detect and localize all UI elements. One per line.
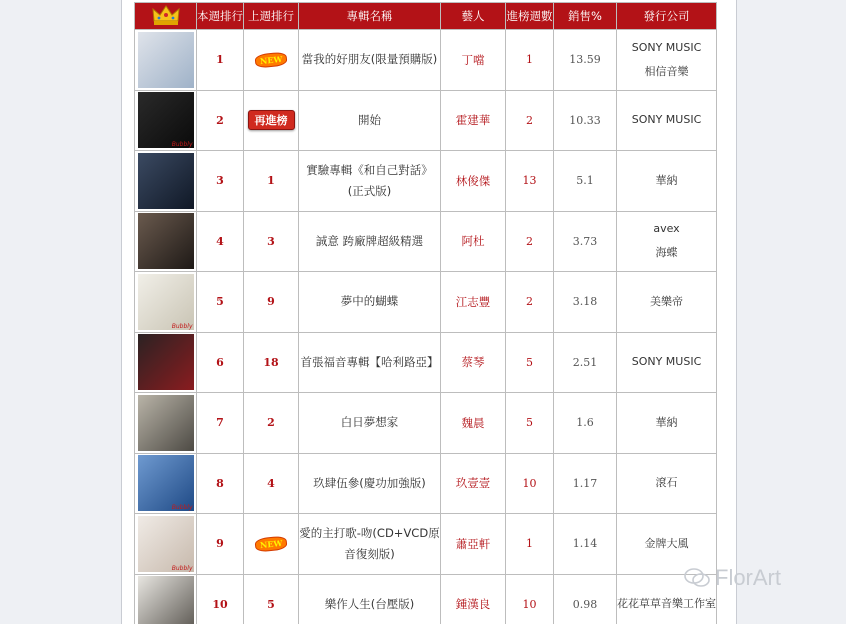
album-cover-cell [135, 30, 197, 91]
album-cover-cell [135, 151, 197, 212]
sales-percent: 5.1 [554, 151, 617, 212]
record-label [617, 90, 717, 151]
rank-this-week: 7 [197, 393, 244, 454]
record-label [617, 151, 717, 212]
weeks-on-chart: 5 [506, 393, 554, 454]
album-name[interactable]: 夢中的蝴蝶 [299, 272, 441, 333]
weeks-on-chart: 2 [506, 211, 554, 272]
crown-icon [151, 4, 181, 26]
record-label-primary: 美樂帝 [650, 294, 683, 308]
artist-name[interactable]: 霍建華 [441, 90, 506, 151]
cover-tag: Bubbly [171, 564, 193, 572]
record-label-primary: 華納 [655, 415, 678, 429]
weeks-on-chart: 13 [506, 151, 554, 212]
table-row [135, 453, 717, 514]
album-name[interactable]: 開始 [299, 90, 441, 151]
new-badge: NEW [254, 51, 288, 68]
sales-percent: 3.18 [554, 272, 617, 333]
album-cover-cell [135, 272, 197, 333]
sales-percent: 13.59 [554, 30, 617, 91]
album-name[interactable]: 實驗專輯《和自己對話》(正式版) [299, 151, 441, 212]
album-cover-cell [135, 332, 197, 393]
weeks-on-chart: 1 [506, 514, 554, 575]
album-name[interactable]: 誠意 跨廠牌超級精選 [299, 211, 441, 272]
weeks-on-chart: 2 [506, 272, 554, 333]
album-cover-cell [135, 90, 197, 151]
table-row [135, 211, 717, 272]
album-name[interactable]: 玖肆伍參(慶功加強版) [299, 453, 441, 514]
record-label-primary: SONY MUSIC [631, 40, 702, 54]
album-cover-image[interactable] [138, 516, 194, 572]
artist-name[interactable]: 丁噹 [441, 30, 506, 91]
weeks-on-chart: 5 [506, 332, 554, 393]
record-label-primary: 金牌大風 [644, 536, 689, 550]
record-label-primary: avex [653, 222, 680, 236]
table-row [135, 151, 717, 212]
album-name[interactable]: 樂作人生(台壓版) [299, 574, 441, 624]
cover-tag: Bubbly [171, 504, 193, 512]
album-cover-image[interactable] [138, 576, 194, 624]
record-label [617, 30, 717, 91]
artist-name[interactable]: 蔡琴 [441, 332, 506, 393]
table-row [135, 514, 717, 575]
table-row [135, 393, 717, 454]
sales-percent: 2.51 [554, 332, 617, 393]
album-name[interactable]: 當我的好朋友(限量預購版) [299, 30, 441, 91]
album-name[interactable]: 愛的主打歌-吻(CD+VCD原音復刻版) [299, 514, 441, 575]
cover-tag: Bubbly [171, 141, 193, 149]
header-last-week: 上週排行 [244, 3, 299, 30]
record-label [617, 211, 717, 272]
rank-last-week: 3 [244, 211, 299, 272]
header-sales: 銷售% [554, 3, 617, 30]
crown-header-cell [135, 3, 197, 30]
sales-percent: 1.6 [554, 393, 617, 454]
rank-this-week: 5 [197, 272, 244, 333]
record-label-secondary: 海蝶 [655, 246, 678, 260]
rank-last-week: 4 [244, 453, 299, 514]
artist-name[interactable]: 阿杜 [441, 211, 506, 272]
new-badge: NEW [254, 535, 288, 552]
album-cover-image[interactable] [138, 334, 194, 390]
sales-percent: 0.98 [554, 574, 617, 624]
re-entry-badge: 再進榜 [248, 110, 295, 130]
header-label: 發行公司 [617, 3, 717, 30]
rank-this-week: 9 [197, 514, 244, 575]
weeks-on-chart: 10 [506, 574, 554, 624]
rank-last-week: 18 [244, 332, 299, 393]
watermark-text: FlorArt [715, 565, 781, 590]
album-cover-image[interactable] [138, 153, 194, 209]
record-label [617, 332, 717, 393]
rank-this-week: 3 [197, 151, 244, 212]
record-label-primary: SONY MUSIC [631, 113, 702, 127]
record-label-primary: 滾石 [655, 476, 678, 490]
album-cover-image[interactable] [138, 395, 194, 451]
artist-name[interactable]: 魏晨 [441, 393, 506, 454]
table-row [135, 90, 717, 151]
album-name[interactable]: 白日夢想家 [299, 393, 441, 454]
artist-name[interactable]: 蕭亞軒 [441, 514, 506, 575]
header-album: 專輯名稱 [299, 3, 441, 30]
artist-name[interactable]: 玖壹壹 [441, 453, 506, 514]
record-label [617, 393, 717, 454]
record-label [617, 272, 717, 333]
album-cover-image[interactable] [138, 213, 194, 269]
album-cover-image[interactable] [138, 274, 194, 330]
rank-last-week: 2 [244, 393, 299, 454]
table-row [135, 332, 717, 393]
album-cover-cell [135, 453, 197, 514]
table-row [135, 30, 717, 91]
table-row [135, 272, 717, 333]
album-cover-image[interactable] [138, 32, 194, 88]
wechat-icon [683, 567, 711, 589]
record-label-primary: 華納 [655, 173, 678, 187]
artist-name[interactable]: 林俊傑 [441, 151, 506, 212]
album-cover-image[interactable] [138, 455, 194, 511]
cover-tag: Bubbly [171, 322, 193, 330]
watermark [683, 565, 781, 591]
sales-percent: 1.17 [554, 453, 617, 514]
rank-this-week: 10 [197, 574, 244, 624]
album-cover-cell [135, 211, 197, 272]
record-label-secondary: 相信音樂 [644, 64, 689, 78]
album-name[interactable]: 首張福音專輯【哈利路亞】 [299, 332, 441, 393]
album-sales-chart-table [134, 2, 717, 624]
album-cover-image[interactable] [138, 92, 194, 148]
sales-percent: 10.33 [554, 90, 617, 151]
rank-this-week: 1 [197, 30, 244, 91]
weeks-on-chart: 10 [506, 453, 554, 514]
rank-last-week [244, 30, 299, 91]
album-cover-cell [135, 393, 197, 454]
weeks-on-chart: 1 [506, 30, 554, 91]
rank-this-week: 6 [197, 332, 244, 393]
rank-this-week: 2 [197, 90, 244, 151]
album-cover-cell [135, 514, 197, 575]
rank-last-week: 1 [244, 151, 299, 212]
artist-name[interactable]: 江志豐 [441, 272, 506, 333]
record-label [617, 453, 717, 514]
rank-last-week [244, 514, 299, 575]
rank-last-week [244, 90, 299, 151]
rank-last-week: 9 [244, 272, 299, 333]
header-artist: 藝人 [441, 3, 506, 30]
rank-last-week: 5 [244, 574, 299, 624]
sales-percent: 1.14 [554, 514, 617, 575]
rank-this-week: 4 [197, 211, 244, 272]
table-row [135, 574, 717, 624]
record-label-primary: SONY MUSIC [631, 355, 702, 369]
sales-percent: 3.73 [554, 211, 617, 272]
header-this-week: 本週排行 [197, 3, 244, 30]
table-header-row [135, 3, 717, 30]
rank-this-week: 8 [197, 453, 244, 514]
record-label-primary: 花花草草音樂工作室 [617, 597, 716, 611]
album-cover-cell [135, 574, 197, 624]
page [121, 0, 737, 624]
weeks-on-chart: 2 [506, 90, 554, 151]
header-weeks: 進榜週數 [506, 3, 554, 30]
artist-name[interactable]: 鍾漢良 [441, 574, 506, 624]
